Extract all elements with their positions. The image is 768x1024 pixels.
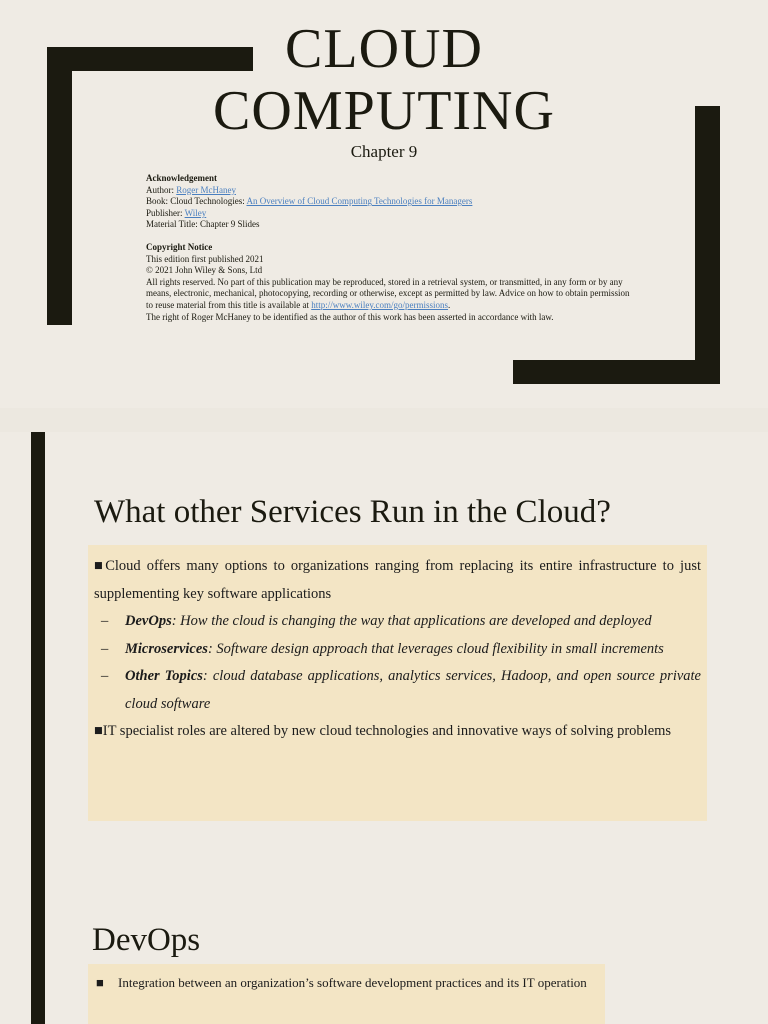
bullet-cloud-options: ■Cloud offers many options to organizations ranging from replacing its entire infrastructure to just supplementing key software applications — [94, 558, 701, 602]
services-slide — [0, 432, 768, 866]
slide-title — [0, 18, 768, 142]
dash-marker: – — [101, 613, 109, 629]
rights-end: . — [448, 299, 451, 310]
content-box — [88, 964, 605, 1024]
ack-heading: Acknowledgement — [146, 173, 217, 183]
publisher-link[interactable]: Wiley — [184, 207, 207, 218]
publisher-label: Publisher: — [146, 207, 185, 218]
title-line-2: COMPUTING — [213, 80, 555, 142]
book-line — [146, 196, 636, 208]
publisher-line — [146, 208, 636, 220]
rights-paragraph — [146, 277, 636, 312]
title-slide — [0, 0, 768, 408]
slide-subtitle: Chapter 9 — [350, 142, 418, 161]
term-microservices: Microservices — [125, 640, 208, 657]
edition-line: This edition first published 2021 — [146, 253, 264, 264]
copyright-heading: Copyright Notice — [146, 241, 213, 252]
bullet-text: Integration between an organization’s software development practices and its IT operation — [118, 975, 587, 990]
acknowledgement-block — [146, 173, 636, 323]
desc-other-topics: : cloud database applications, analytics services, Hadoop, and open source private cloud software — [125, 668, 701, 712]
desc-devops: : How the cloud is changing the way that applications are developed and deployed — [171, 613, 652, 629]
slide-heading: DevOps — [92, 922, 201, 958]
dash-marker: – — [101, 640, 109, 657]
material-line: Material Title: Chapter 9 Slides — [146, 219, 260, 230]
copyright-line: © 2021 John Wiley & Sons, Ltd — [146, 265, 263, 276]
sub-bullet-other-topics — [94, 663, 701, 718]
bullet-it-roles: ■IT specialist roles are altered by new cloud technologies and innovative ways of solving problems — [94, 723, 672, 739]
square-bullet-icon: ■ — [96, 975, 104, 990]
dash-marker: – — [101, 668, 109, 684]
term-devops: DevOps — [125, 613, 172, 629]
author-label: Author: — [146, 184, 177, 195]
permissions-link[interactable]: http://www.wiley.com/go/permissions — [311, 299, 449, 310]
term-other-topics: Other Topics — [125, 668, 203, 684]
rights-text: All rights reserved. No part of this publication may be reproduced, stored in a retrieval system, or transmitted, in any form or by any means, electronic, mechanical, photocopying, recording or otherwise, except as permitted by law. Advice on how to obtain permission to reuse material from this title is available at — [146, 276, 630, 310]
book-label: Book: Cloud Technologies: — [146, 196, 247, 207]
author-link[interactable]: Roger McHaney — [176, 184, 236, 195]
author-line — [146, 185, 636, 197]
left-accent-bar — [31, 432, 45, 866]
sub-bullet-devops — [94, 608, 701, 636]
book-link[interactable]: An Overview of Cloud Computing Technologies for Managers — [246, 196, 473, 207]
devops-slide — [0, 866, 768, 1024]
frame-bar-bottom-right-horizontal — [513, 360, 720, 384]
bullet-integration — [92, 971, 597, 995]
left-accent-bar — [31, 866, 45, 1024]
content-box — [88, 545, 707, 821]
title-line-1: CLOUD — [285, 18, 483, 80]
slide-divider — [0, 408, 768, 432]
moral-rights-line: The right of Roger McHaney to be identified as the author of this work has been asserted in accordance with law. — [146, 311, 554, 322]
desc-microservices: : Software design approach that leverages cloud flexibility in small increments — [207, 640, 664, 657]
slide-heading: What other Services Run in the Cloud? — [94, 494, 611, 530]
sub-bullet-microservices — [94, 636, 701, 664]
